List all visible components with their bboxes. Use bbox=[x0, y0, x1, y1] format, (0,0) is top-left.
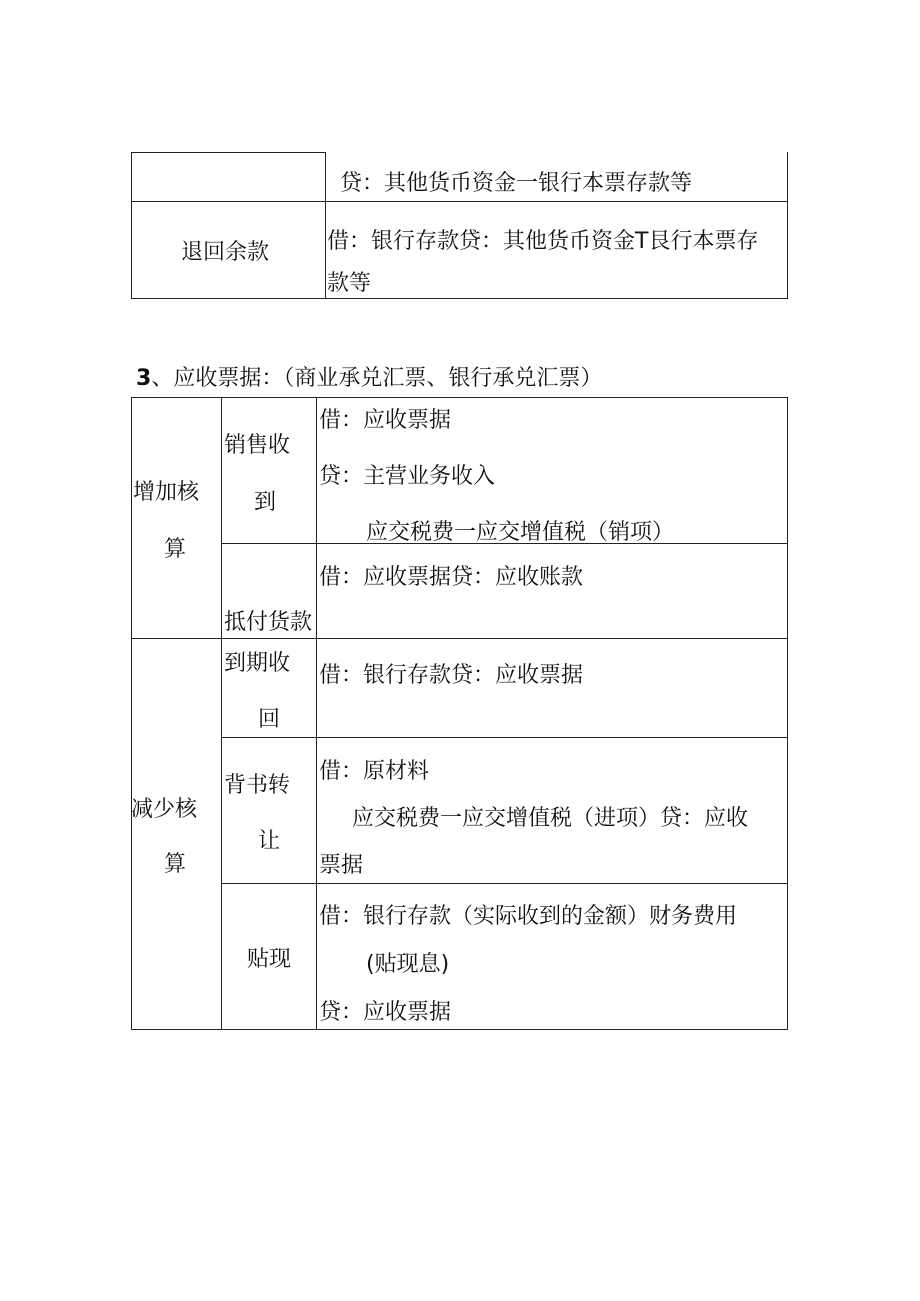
entry-line: 借：应收票据贷：应收账款 bbox=[319, 565, 584, 590]
table-border bbox=[316, 397, 317, 1030]
table-cell: 贷：其他货币资金一银行本票存款等 bbox=[340, 171, 693, 196]
entry-line: 票据 bbox=[319, 853, 364, 878]
table-border bbox=[131, 152, 326, 153]
table-border bbox=[131, 397, 132, 1030]
table-border bbox=[131, 1029, 788, 1030]
subcategory-cell: 到期收 bbox=[224, 651, 291, 676]
table-border bbox=[131, 201, 788, 202]
entry-line: 贷：应收票据 bbox=[319, 1000, 452, 1025]
section-title: 、应收票据：（商业承兑汇票、银行承兑汇票） bbox=[151, 366, 603, 391]
entry-line: 借：原材料 bbox=[319, 759, 430, 784]
entry-line: 借：应收票据 bbox=[319, 408, 452, 433]
entry-line: 贷：主营业务收入 bbox=[319, 464, 496, 489]
subcategory-cell: 销售收 bbox=[224, 433, 291, 458]
subcategory-cell: 让 bbox=[258, 829, 281, 854]
table-border bbox=[221, 737, 788, 738]
table-border bbox=[131, 152, 132, 299]
section-heading bbox=[136, 366, 602, 392]
section-number: 3 bbox=[136, 366, 152, 391]
entry-line: 应交税费一应交增值税（进项）贷：应收 bbox=[352, 806, 749, 831]
table-border bbox=[325, 152, 326, 299]
entry-line: 应交税费一应交增值税（销项） bbox=[366, 520, 675, 545]
category-cell: 减少核 bbox=[131, 797, 198, 822]
subcategory-cell: 抵付货款 bbox=[224, 610, 313, 635]
table-cell: 款等 bbox=[327, 271, 372, 296]
entry-line: (贴现息) bbox=[366, 952, 450, 977]
table-border bbox=[131, 397, 788, 398]
table-border bbox=[787, 397, 788, 1030]
table-border bbox=[221, 397, 222, 1030]
table-cell: 退回余款 bbox=[181, 240, 270, 265]
table-border bbox=[131, 298, 788, 299]
subcategory-cell: 背书转 bbox=[224, 773, 291, 798]
subcategory-cell: 回 bbox=[258, 707, 281, 732]
table-cell: 借：银行存款贷：其他货币资金T艮行本票存 bbox=[327, 229, 759, 254]
category-cell: 算 bbox=[164, 537, 187, 562]
subcategory-cell: 贴现 bbox=[247, 947, 292, 972]
table-border bbox=[131, 638, 788, 639]
category-cell: 算 bbox=[164, 852, 187, 877]
category-cell: 增加核 bbox=[133, 480, 200, 505]
entry-line: 借：银行存款贷：应收票据 bbox=[319, 663, 584, 688]
table-border bbox=[787, 152, 788, 299]
entry-line: 借：银行存款（实际收到的金额）财务费用 bbox=[319, 904, 738, 929]
table-border bbox=[221, 883, 788, 884]
subcategory-cell: 到 bbox=[254, 490, 277, 515]
